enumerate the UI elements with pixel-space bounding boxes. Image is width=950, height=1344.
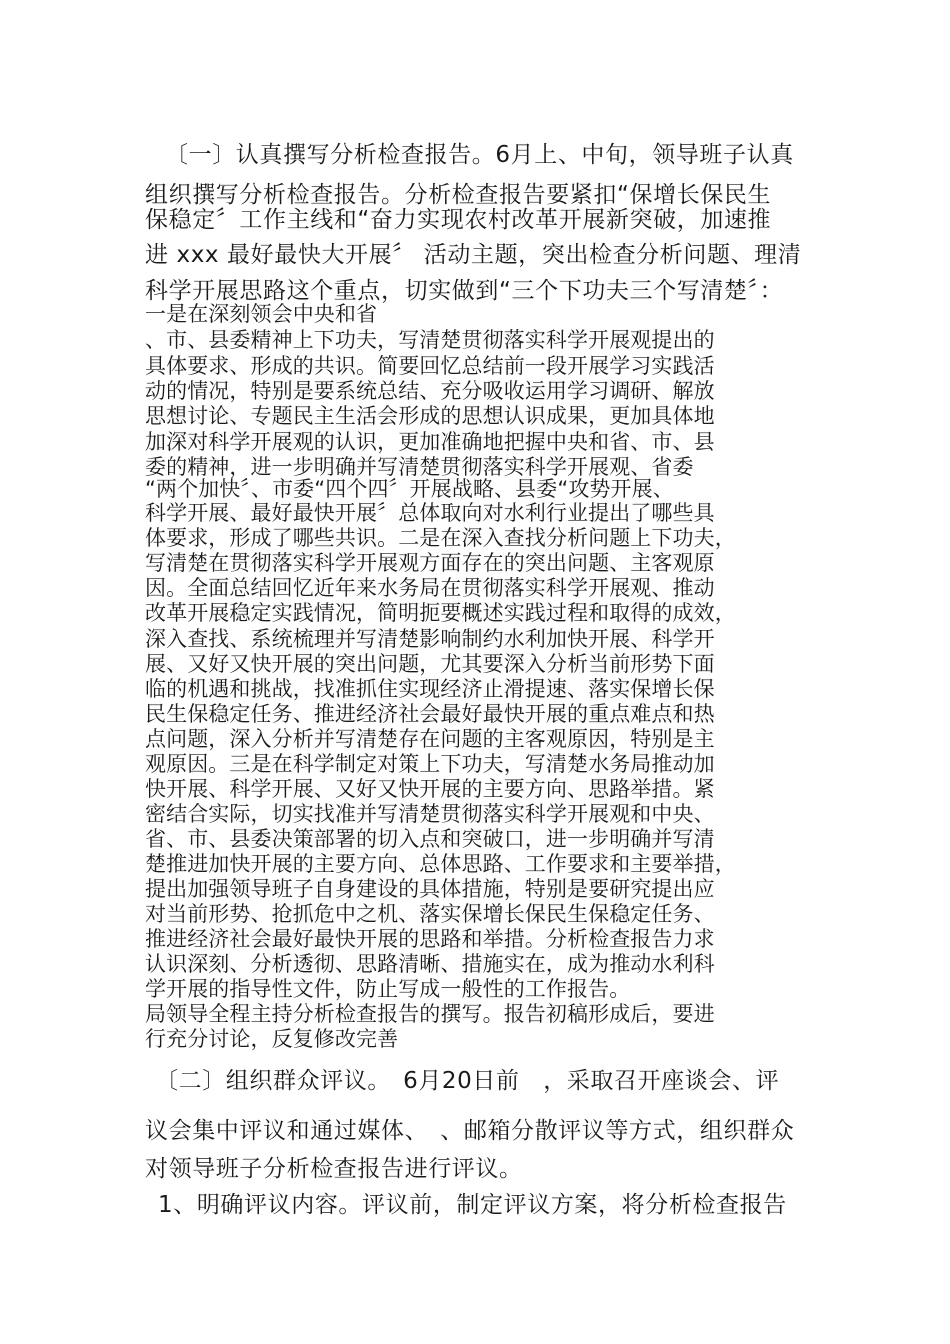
paragraph-line: 组织撰写分析检查报告。分析检查报告要紧扣“保增长保民生 xyxy=(145,182,772,208)
paragraph-line: 深入查找、系统梳理并写清楚影响制约水利加快开展、科学开 xyxy=(145,627,715,651)
paragraph-line: 体要求，形成了哪些共识。二是在深入查找分析问题上下功夫， xyxy=(145,526,736,550)
section-one-heading-line: 〔一〕认真撰写分析检查报告。6月上、中旬，领导班子认真 xyxy=(165,142,794,168)
paragraph-line: 具体要求、形成的共识。简要回忆总结前一段开展学习实践活 xyxy=(145,354,715,378)
paragraph-line: 因。全面总结回忆近年来水务局在贯彻落实科学开展观、推动 xyxy=(145,576,715,600)
paragraph-line: 快开展、科学开展、又好又快开展的主要方向、思路举措。紧 xyxy=(145,777,715,801)
paragraph-line: 科学开展、最好最快开展〞总体取向对水利行业提出了哪些具 xyxy=(145,501,715,525)
paragraph-line: 动的情况，特别是要系统总结、充分吸收运用学习调研、解放 xyxy=(145,379,715,403)
paragraph-line: 推进经济社会最好最快开展的思路和举措。分析检查报告力求 xyxy=(145,927,715,951)
paragraph-line: 学开展的指导性文件，防止写成一般性的工作报告。 xyxy=(145,977,631,1001)
paragraph-line: 临的机遇和挑战，找准抓住实现经济止滑提速、落实保增长保 xyxy=(145,677,715,701)
paragraph-line: 加深对科学开展观的认识，更加准确地把握中央和省、市、县 xyxy=(145,430,715,454)
paragraph-line: 议会集中评议和通过媒体、 、邮箱分散评议等方式，组织群众 xyxy=(145,1118,795,1144)
paragraph-line: 科学开展思路这个重点，切实做到“三个下功夫三个写清楚〞： xyxy=(145,278,784,304)
paragraph-line: 民生保稳定任务、推进经济社会最好最快开展的重点难点和热 xyxy=(145,702,715,726)
paragraph-line: 委的精神，进一步明确并写清楚贯彻落实科学开展观、省委 xyxy=(145,455,694,479)
paragraph-line: 写清楚在贯彻落实科学开展观方面存在的突出问题、主客观原 xyxy=(145,551,715,575)
paragraph-line: 提出加强领导班子自身建设的具体措施，特别是要研究提出应 xyxy=(145,877,715,901)
paragraph-line: 观原因。三是在科学制定对策上下功夫，写清楚水务局推动加 xyxy=(145,752,715,776)
paragraph-line: 行充分讨论，反复修改完善 xyxy=(145,1027,399,1051)
paragraph-line: 保稳定〞工作主线和“奋力实现农村改革开展新突破，加速推 xyxy=(145,207,772,233)
paragraph-line: 展、又好又快开展的突出问题，尤其要深入分析当前形势下面 xyxy=(145,652,715,676)
section-two-heading-line: 〔二〕组织群众评议。 6月20日前 ，采取召开座谈会、评 xyxy=(155,1068,780,1094)
paragraph-line: 思想讨论、专题民主生活会形成的思想认识成果，更加具体地 xyxy=(145,404,715,428)
paragraph-line: 楚推进加快开展的主要方向、总体思路、工作要求和主要举措， xyxy=(145,852,736,876)
paragraph-line: 进 xxx 最好最快大开展〞 活动主题，突出检查分析问题、理清 xyxy=(145,242,802,268)
paragraph-line: 改革开展稳定实践情况，简明扼要概述实践过程和取得的成效， xyxy=(145,601,736,625)
paragraph-line: “两个加快〞、市委“四个四〞开展战略、县委“攻势开展、 xyxy=(145,477,674,501)
paragraph-line: 密结合实际，切实找准并写清楚贯彻落实科学开展观和中央、 xyxy=(145,802,715,826)
paragraph-line: 局领导全程主持分析检查报告的撰写。报告初稿形成后，要进 xyxy=(145,1002,715,1026)
paragraph-line: 省、市、县委决策部署的切入点和突破口，进一步明确并写清 xyxy=(145,827,715,851)
paragraph-line: 认识深刻、分析透彻、思路清晰、措施实在，成为推动水利科 xyxy=(145,952,715,976)
paragraph-line: 对领导班子分析检查报告进行评议。 xyxy=(145,1156,523,1182)
paragraph-line: 点问题，深入分析并写清楚存在问题的主客观原因，特别是主 xyxy=(145,727,715,751)
paragraph-line: 对当前形势、抢抓危中之机、落实保增长保民生保稳定任务、 xyxy=(145,902,715,926)
paragraph-line: 1、明确评议内容。评议前，制定评议方案，将分析检查报告 xyxy=(158,1192,787,1218)
paragraph-line: 一是在深刻领会中央和省 xyxy=(145,302,378,326)
paragraph-line: 、市、县委精神上下功夫，写清楚贯彻落实科学开展观提出的 xyxy=(145,328,715,352)
